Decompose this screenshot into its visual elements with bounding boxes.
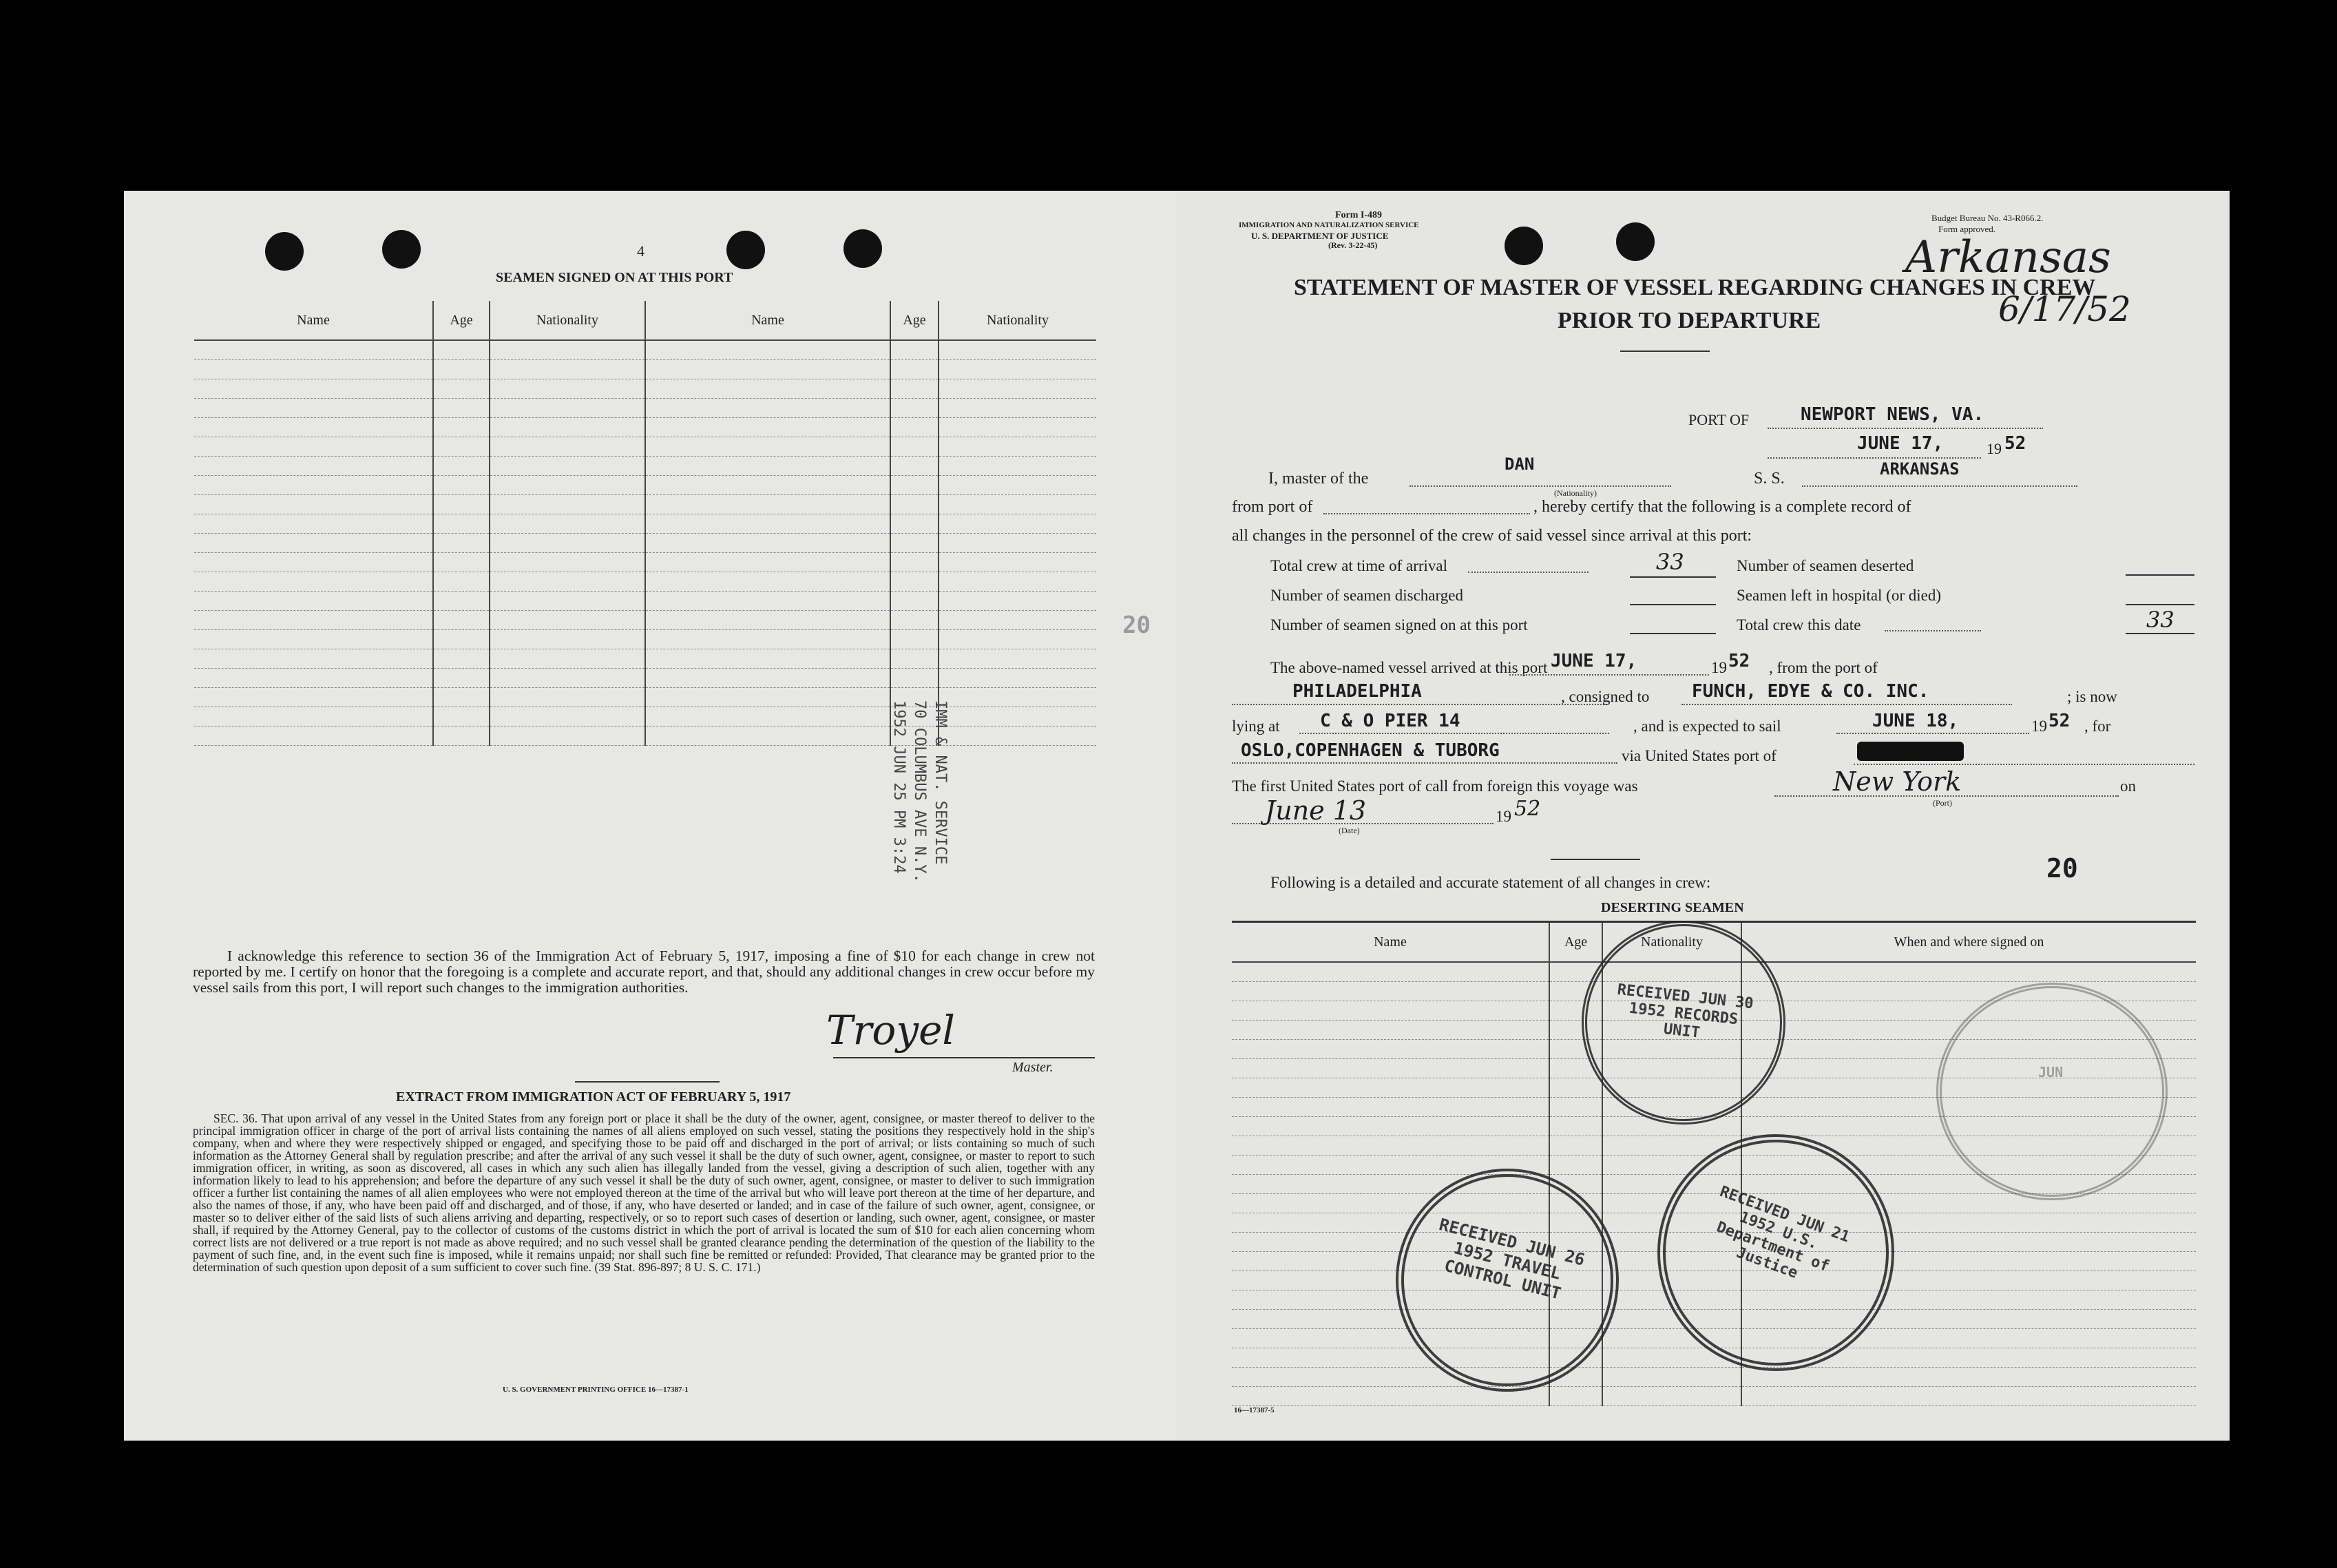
table-cell	[490, 514, 645, 534]
table-cell	[645, 649, 890, 669]
table-cell	[433, 437, 490, 457]
table-cell	[645, 476, 890, 495]
table-cell	[194, 707, 433, 726]
port-caption: (Port)	[1933, 798, 1952, 808]
table-cell	[890, 592, 939, 611]
table-cell	[890, 572, 939, 592]
table-row	[194, 707, 1096, 726]
form-title: STATEMENT OF MASTER OF VESSEL REGARDING CHANGES IN CREW	[1294, 275, 2096, 300]
table-cell	[1549, 1078, 1602, 1098]
nationality-value: DAN	[1505, 454, 1535, 474]
table-cell	[433, 457, 490, 476]
port-label: PORT OF	[1688, 411, 1750, 428]
table-row	[1232, 1368, 2196, 1387]
table-cell	[939, 399, 1096, 418]
table-cell	[194, 399, 433, 418]
table-cell	[194, 534, 433, 553]
year-prefix: 19	[1711, 659, 1727, 676]
table-cell	[939, 669, 1096, 688]
table-cell	[194, 379, 433, 399]
signed-on-label: Number of seamen signed on at this port	[1270, 616, 1528, 634]
table-cell	[939, 534, 1096, 553]
form-id: Form I-489	[1335, 210, 1383, 220]
stamp-line: 70 COLUMBUS AVE N.Y.	[911, 700, 928, 883]
table-cell	[433, 514, 490, 534]
year-prefix: 19	[1496, 808, 1511, 825]
table-cell	[490, 534, 645, 553]
table-cell	[939, 379, 1096, 399]
table-cell	[890, 418, 939, 437]
table-cell	[490, 726, 645, 746]
col-signed-on: When and where signed on	[1741, 922, 2196, 963]
table-row	[194, 514, 1096, 534]
table-cell	[490, 553, 645, 572]
table-cell	[645, 553, 890, 572]
call-date: June 13	[1265, 795, 1367, 826]
punch-hole	[382, 230, 421, 269]
table-cell	[433, 476, 490, 495]
changes-text: all changes in the personnel of the crew of said vessel since arrival at this port:	[1232, 527, 1752, 545]
table-cell	[1741, 962, 2196, 982]
table-row	[194, 418, 1096, 437]
table-cell	[1232, 1001, 1549, 1021]
pier-value: C & O PIER 14	[1320, 711, 1460, 731]
table-row	[194, 379, 1096, 399]
table-cell	[645, 437, 890, 457]
table-cell	[490, 592, 645, 611]
table-cell	[890, 340, 939, 360]
master-label: I, master of the	[1268, 470, 1369, 488]
first-port-value: New York	[1833, 766, 1962, 797]
table-cell	[890, 553, 939, 572]
table-cell	[645, 399, 890, 418]
table-cell	[939, 476, 1096, 495]
agency-line: IMMIGRATION AND NATURALIZATION SERVICE	[1239, 221, 1419, 229]
table-cell	[433, 611, 490, 630]
stamp-line: 1952 JUN 25 PM 3:24	[890, 700, 908, 874]
travel-control-stamp: RECEIVED JUN 26 1952 TRAVEL CONTROL UNIT	[1396, 1169, 1619, 1392]
table-cell	[890, 476, 939, 495]
table-cell	[645, 630, 890, 649]
table-cell	[1602, 1368, 1741, 1387]
table-row	[194, 340, 1096, 360]
table-cell	[890, 437, 939, 457]
table-row	[194, 437, 1096, 457]
table-row	[194, 669, 1096, 688]
table-cell	[194, 592, 433, 611]
lying-at-label: lying at	[1232, 718, 1280, 735]
table-cell	[490, 418, 645, 437]
table-cell	[194, 630, 433, 649]
total-arrival-value: 33	[1656, 549, 1684, 575]
table-cell	[433, 572, 490, 592]
table-row	[194, 649, 1096, 669]
table-cell	[490, 340, 645, 360]
table-cell	[645, 669, 890, 688]
table-cell	[890, 669, 939, 688]
table-cell	[194, 688, 433, 707]
printer-mark: U. S. GOVERNMENT PRINTING OFFICE 16—17387-1	[503, 1386, 689, 1394]
table-cell	[194, 476, 433, 495]
table-cell	[890, 534, 939, 553]
arrived-year: 52	[1728, 651, 1750, 671]
table-cell	[1232, 1098, 1549, 1117]
table-row	[194, 476, 1096, 495]
page-number: 4	[637, 242, 644, 260]
table-cell	[1232, 982, 1549, 1001]
deserted-label: Number of seamen deserted	[1737, 557, 1914, 574]
nationality-caption: (Nationality)	[1554, 488, 1597, 498]
table-cell	[490, 495, 645, 514]
table-cell	[433, 630, 490, 649]
table-cell	[1232, 962, 1549, 982]
table-cell	[1232, 1117, 1549, 1136]
table-cell	[1232, 1059, 1549, 1078]
acknowledgment-text: I acknowledge this reference to section 36 of the Immigration Act of February 5, 1917, imposing a fine of $10 for each change in crew not reported by me. I certify on honor that the foregoing is a complete and accurate report, and that, should any additional changes in crew occur before my vessel sails from this port, I will report such changes to the immigration authorities.	[193, 948, 1095, 996]
table-cell	[1602, 1387, 1741, 1406]
year-value: 52	[2004, 433, 2026, 454]
table-cell	[939, 726, 1096, 746]
table-cell	[1549, 1117, 1602, 1136]
center-mark: 20	[1122, 611, 1151, 639]
doj-stamp: RECEIVED JUN 21 1952 U.S. Department of Justice	[1657, 1134, 1894, 1371]
table-cell	[939, 457, 1096, 476]
for-text: , for	[2084, 718, 2111, 735]
table-cell	[939, 688, 1096, 707]
discharged-label: Number of seamen discharged	[1270, 587, 1463, 604]
table-row	[194, 572, 1096, 592]
table-cell	[433, 340, 490, 360]
budget-number: Budget Bureau No. 43-R066.2.	[1931, 213, 2044, 223]
table-cell	[645, 707, 890, 726]
signed-on-table	[194, 301, 1096, 746]
punch-hole	[843, 229, 882, 268]
table-cell	[490, 360, 645, 379]
table-cell	[490, 707, 645, 726]
table-cell	[194, 437, 433, 457]
table-cell	[194, 649, 433, 669]
table-cell	[890, 379, 939, 399]
form-revision: (Rev. 3-22-45)	[1328, 240, 1378, 250]
table-row	[194, 592, 1096, 611]
col-nationality: Nationality	[939, 301, 1096, 340]
table-cell	[1741, 982, 2196, 1001]
table-row	[194, 553, 1096, 572]
table-cell	[194, 669, 433, 688]
table-cell	[890, 630, 939, 649]
table-cell	[645, 360, 890, 379]
sail-year: 52	[2048, 711, 2071, 731]
table-cell	[194, 457, 433, 476]
table-cell	[194, 418, 433, 437]
agency-line: U. S. DEPARTMENT OF JUSTICE	[1251, 231, 1389, 241]
faint-stamp: JUN	[1936, 983, 2168, 1200]
table-row	[194, 399, 1096, 418]
col-name: Name	[645, 301, 890, 340]
origin-port: PHILADELPHIA	[1292, 681, 1422, 702]
certify-text: , hereby certify that the following is a complete record of	[1533, 498, 1911, 516]
handwritten-date: 6/17/52	[1998, 289, 2131, 329]
table-cell	[645, 592, 890, 611]
table-cell	[645, 534, 890, 553]
arrived-date: JUNE 17,	[1551, 651, 1637, 671]
table-cell	[490, 688, 645, 707]
table-cell	[645, 572, 890, 592]
on-text: on	[2120, 777, 2136, 795]
consigned-text: , consigned to	[1561, 688, 1650, 705]
printer-mark: 16—17387-5	[1234, 1406, 1275, 1414]
table-row	[1232, 1387, 2196, 1406]
table-cell	[645, 688, 890, 707]
date-caption: (Date)	[1339, 826, 1360, 835]
table-cell	[433, 553, 490, 572]
table-cell	[490, 457, 645, 476]
table-row	[194, 495, 1096, 514]
table-cell	[645, 726, 890, 746]
table-cell	[890, 360, 939, 379]
table-cell	[939, 514, 1096, 534]
vessel-value: ARKANSAS	[1880, 459, 1960, 479]
deserting-title: DESERTING SEAMEN	[1601, 900, 1744, 915]
table-cell	[433, 360, 490, 379]
table-cell	[490, 399, 645, 418]
master-label: Master.	[1012, 1060, 1054, 1075]
table-cell	[1232, 1040, 1549, 1059]
table-cell	[490, 669, 645, 688]
table-cell	[490, 649, 645, 669]
col-name: Name	[194, 301, 433, 340]
punch-hole	[726, 231, 765, 269]
punch-hole	[1505, 227, 1543, 265]
col-age: Age	[890, 301, 939, 340]
col-nationality: Nationality	[1602, 922, 1741, 963]
table-cell	[890, 514, 939, 534]
table-cell	[433, 592, 490, 611]
table-cell	[645, 514, 890, 534]
table-cell	[490, 572, 645, 592]
table-row	[194, 534, 1096, 553]
table-cell	[645, 379, 890, 399]
consignee: FUNCH, EDYE & CO. INC.	[1692, 681, 1929, 702]
form-subtitle: PRIOR TO DEPARTURE	[1558, 308, 1821, 333]
table-row	[194, 630, 1096, 649]
year-prefix: 19	[1987, 440, 2002, 457]
total-arrival-label: Total crew at time of arrival	[1270, 557, 1448, 574]
extract-title: EXTRACT FROM IMMIGRATION ACT OF FEBRUARY 5, 1917	[396, 1089, 791, 1105]
table-cell	[645, 340, 890, 360]
rotated-stamp	[888, 700, 950, 883]
table-cell	[433, 688, 490, 707]
col-age: Age	[1549, 922, 1602, 963]
table-cell	[490, 437, 645, 457]
arrived-text: The above-named vessel arrived at this port	[1270, 659, 1548, 676]
table-cell	[194, 553, 433, 572]
stamp-line: IMM & NAT. SERVICE	[932, 700, 949, 865]
table-cell	[890, 649, 939, 669]
table-cell	[194, 495, 433, 514]
table-cell	[939, 495, 1096, 514]
table-cell	[890, 399, 939, 418]
table-cell	[433, 707, 490, 726]
form-approved: Form approved.	[1938, 224, 1996, 234]
table-cell	[939, 611, 1096, 630]
following-text: Following is a detailed and accurate statement of all changes in crew:	[1270, 874, 1711, 891]
table-cell	[1232, 1136, 1549, 1156]
from-port-of: , from the port of	[1769, 659, 1878, 676]
page-count: 20	[2046, 853, 2078, 884]
table-cell	[645, 495, 890, 514]
expected-text: , and is expected to sail	[1633, 718, 1781, 735]
table-cell	[194, 611, 433, 630]
table-cell	[645, 611, 890, 630]
received-stamp: RECEIVED JUN 30 1952 RECORDS UNIT	[1582, 921, 1785, 1125]
table-cell	[1549, 1136, 1602, 1156]
handwritten-vessel: Arkansas	[1905, 232, 2111, 283]
table-cell	[645, 418, 890, 437]
table-cell	[1549, 1156, 1602, 1175]
table-cell	[490, 630, 645, 649]
table-cell	[939, 572, 1096, 592]
sail-date: JUNE 18,	[1872, 711, 1959, 731]
table-cell	[939, 649, 1096, 669]
col-nationality: Nationality	[490, 301, 645, 340]
ss-label: S. S.	[1754, 470, 1785, 488]
left-page	[124, 191, 1175, 1441]
table-cell	[939, 553, 1096, 572]
table-cell	[645, 457, 890, 476]
table-row	[194, 457, 1096, 476]
from-port-label: from port of	[1232, 498, 1313, 516]
table-cell	[1232, 1021, 1549, 1040]
is-now-text: ; is now	[2067, 688, 2117, 705]
punch-hole	[265, 232, 304, 271]
col-age: Age	[433, 301, 490, 340]
right-page	[1175, 191, 2230, 1441]
table-cell	[433, 418, 490, 437]
table-cell	[939, 360, 1096, 379]
table-cell	[939, 340, 1096, 360]
table-cell	[939, 592, 1096, 611]
col-name: Name	[1232, 922, 1549, 963]
table-cell	[194, 726, 433, 746]
table-row	[194, 726, 1096, 746]
first-port-text: The first United States port of call from foreign this voyage was	[1232, 777, 1638, 795]
via-text: via United States port of	[1622, 747, 1777, 764]
table-cell	[1741, 1387, 2196, 1406]
table-cell	[433, 379, 490, 399]
table-cell	[890, 457, 939, 476]
extract-text: SEC. 36. That upon arrival of any vessel in the United States from any foreign port or place it shall be the duty of the owner, agent, consignee, or master thereof to deliver to the principal immigration officer in charge of the port of arrival lists containing the names of all aliens employed on such vessel, stating the positions they respectively hold in the ship's company, when and where they were respectively shipped or engaged, and specifying those to be paid off and discharged in the port of arrival; or lists containing so much of such information as the Attorney General shall by regulation prescribe; and after the arrival of any such vessel it shall be the duty of such owner, agent, consignee, or master to report to such immigration officer, in writing, as soon as discovered, all cases in which any such alien has illegally landed from the vessel, giving a description of such alien, together with any information likely to lead to his apprehension; and before the departure of any such vessel it shall be the duty of such owner, agent, consignee, or master to deliver to such immigration officer a further list containing the names of all alien employees who were not employed thereon at the time of the arrival but who will leave port thereon at the time of her departure, and also the names of those, if any, who have been paid off and discharged, and of those, if any, who have deserted or landed; and in case of the failure of such owner, agent, consignee, or master so to deliver either of the said lists of such aliens arriving and departing, respectively, or so to report such cases of desertion or landing, such owner, agent, consignee, or master shall, if required by the Attorney General, pay to the collector of customs of the customs district in which the port of arrival is located the sum of $10 for each alien concerning whom correct lists are not delivered or a true report is not made as above required; and no such vessel shall be granted clearance pending the determination of the question of the liability to the payment of such fine, and, in the event such fine is imposed, while it remains unpaid; nor shall such fine be remitted or refunded: Provided, That clearance may be granted prior to the determination of such question upon deposit of a sum sufficient to cover such fine. (39 Stat. 896-897; 8 U. S. C. 171.)	[193, 1111, 1095, 1274]
year-prefix: 19	[2031, 718, 2047, 735]
date-value: JUNE 17,	[1857, 433, 1944, 454]
total-date-label: Total crew this date	[1737, 616, 1861, 634]
destination: OSLO,COPENHAGEN & TUBORG	[1241, 740, 1500, 761]
table-cell	[939, 707, 1096, 726]
table-cell	[490, 379, 645, 399]
table-cell	[1549, 1387, 1602, 1406]
table-cell	[490, 611, 645, 630]
table-row	[194, 611, 1096, 630]
port-value: NEWPORT NEWS, VA.	[1801, 404, 1984, 425]
section-title: SEAMEN SIGNED ON AT THIS PORT	[496, 270, 733, 285]
table-row	[194, 688, 1096, 707]
table-cell	[939, 437, 1096, 457]
table-cell	[490, 476, 645, 495]
table-cell	[433, 649, 490, 669]
master-signature: Troyel	[826, 1007, 955, 1054]
table-cell	[433, 495, 490, 514]
table-cell	[1549, 1098, 1602, 1117]
table-cell	[433, 669, 490, 688]
table-cell	[194, 514, 433, 534]
table-row	[194, 360, 1096, 379]
call-year: 52	[1514, 797, 1541, 821]
table-cell	[890, 611, 939, 630]
table-cell	[194, 340, 433, 360]
table-cell	[939, 630, 1096, 649]
table-cell	[433, 399, 490, 418]
table-cell	[1232, 1078, 1549, 1098]
table-cell	[433, 726, 490, 746]
punch-hole	[1616, 222, 1655, 261]
table-cell	[194, 572, 433, 592]
table-cell	[890, 495, 939, 514]
table-cell	[939, 418, 1096, 437]
table-cell	[433, 534, 490, 553]
table-cell	[194, 360, 433, 379]
table-cell	[1741, 1368, 2196, 1387]
total-date-value: 33	[2146, 607, 2174, 633]
hospital-label: Seamen left in hospital (or died)	[1737, 587, 1942, 604]
